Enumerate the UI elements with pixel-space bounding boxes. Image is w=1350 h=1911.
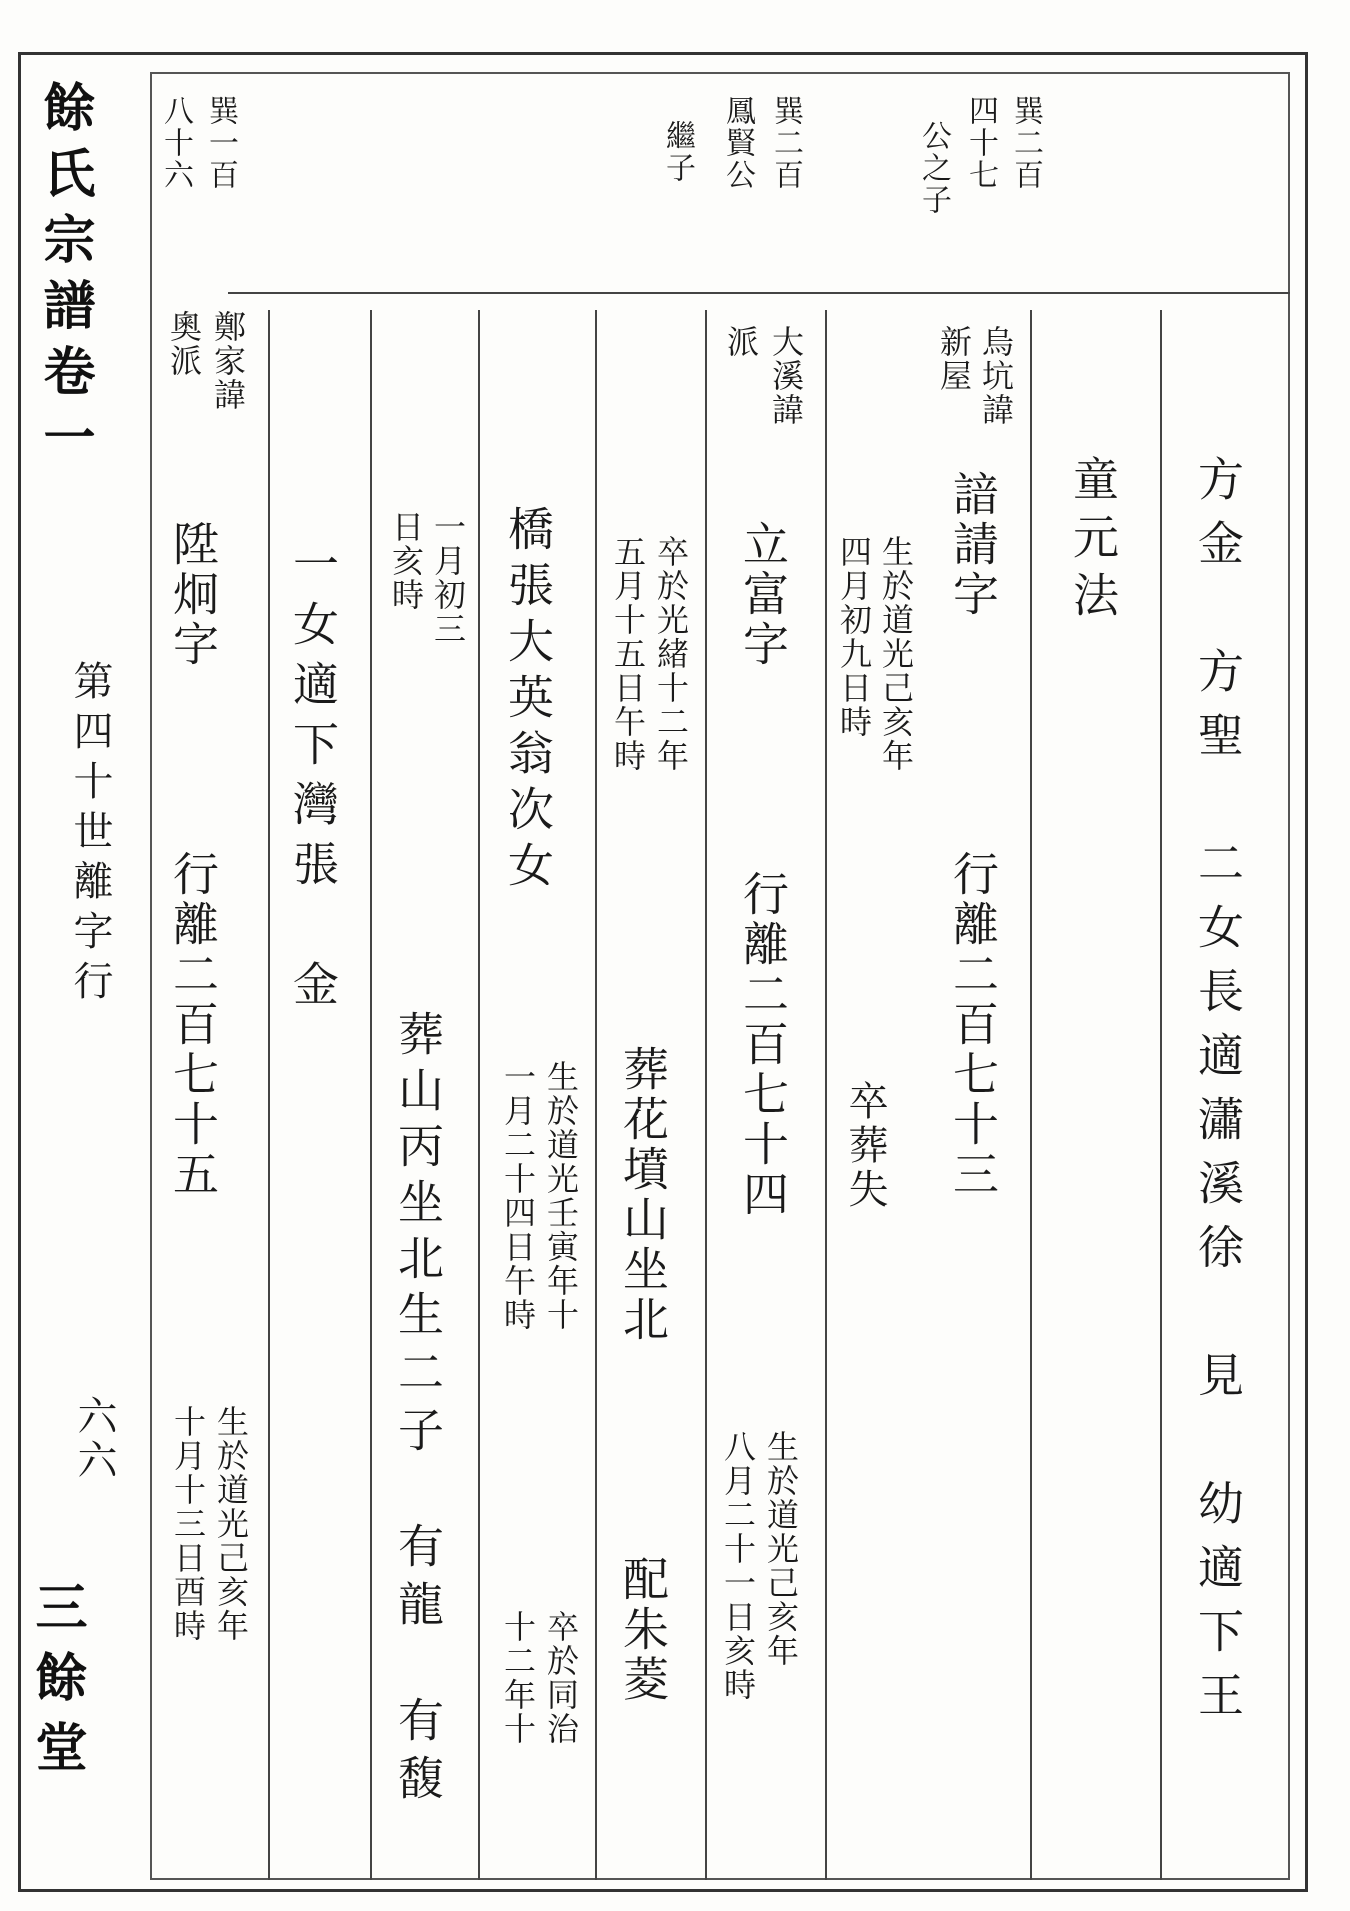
- header-line: 公之子: [916, 120, 951, 216]
- header-line: 巽一百: [203, 95, 238, 191]
- sons-line: 生二子 有龍 有馥: [391, 1290, 445, 1812]
- person-name: 諳請字: [946, 470, 1000, 620]
- branch-label: 奧派: [165, 310, 203, 378]
- header-line: 八十六: [158, 95, 193, 191]
- column-rule: [595, 310, 597, 1880]
- rank: 行離二百七十四: [736, 870, 790, 1220]
- branch-label: 新屋: [935, 325, 973, 393]
- header-line: 鳳賢公: [720, 95, 755, 191]
- birth-date: 生於道光壬寅年十: [542, 1060, 580, 1332]
- column-rule: [478, 310, 480, 1880]
- birth-date: 生於道光己亥年: [762, 1430, 800, 1668]
- daughters-line: 方金 方聖 二女長適瀟溪徐 見 幼適下王: [1191, 455, 1245, 1735]
- daughter-line: 一女適下灣張 金: [286, 540, 340, 1020]
- header-line: 繼子: [660, 120, 695, 184]
- person-name: 立富字: [736, 520, 790, 670]
- branch-label: 鄭家諱: [209, 310, 247, 412]
- death-date: 卒於同治: [542, 1610, 580, 1746]
- generation-note: 第四十世離字行: [67, 660, 113, 1010]
- book-title: 餘氏宗譜卷一: [34, 80, 95, 476]
- header-line: 巽二百: [768, 95, 803, 191]
- column-rule: [705, 310, 707, 1880]
- person-name: 童元法: [1066, 455, 1120, 629]
- column-rule: [825, 310, 827, 1880]
- death-date: 十二年十: [499, 1610, 537, 1746]
- header-line: 巽二百: [1008, 95, 1043, 191]
- death-date: 日亥時: [387, 510, 425, 612]
- birth-date: 一月二十四日午時: [499, 1060, 537, 1332]
- page-number: 六六: [71, 1395, 117, 1483]
- spouse-origin: 橋張大英翁次女: [501, 505, 555, 897]
- column-rule: [268, 310, 270, 1880]
- branch-label: 大溪諱: [767, 325, 805, 427]
- birth-date: 八月二十一日亥時: [719, 1430, 757, 1702]
- burial-site: 葬山丙坐北: [391, 1010, 445, 1290]
- death-date: 卒於光緒十二年: [652, 535, 690, 773]
- branch-label: 派: [722, 325, 760, 359]
- column-rule: [370, 310, 372, 1880]
- header-divider: [228, 292, 1290, 294]
- birth-date: 十月十三日酉時: [169, 1405, 207, 1643]
- header-line: 四十七: [963, 95, 998, 191]
- hall-name: 三餘堂: [26, 1580, 87, 1790]
- spouse: 配朱菱: [616, 1555, 670, 1705]
- column-rule: [1160, 310, 1162, 1880]
- death-date: 一月初三: [429, 510, 467, 646]
- burial-site: 葬花墳山坐北: [616, 1045, 670, 1345]
- birth-date: 四月初九日時: [835, 535, 873, 739]
- branch-label: 烏坑諱: [977, 325, 1015, 427]
- column-rule: [1030, 310, 1032, 1880]
- birth-date: 生於道光己亥年: [877, 535, 915, 773]
- birth-date: 生於道光己亥年: [212, 1405, 250, 1643]
- person-name: 陞炯字: [166, 520, 220, 670]
- death-note: 卒葬失: [842, 1080, 888, 1212]
- rank: 行離二百七十三: [946, 850, 1000, 1200]
- rank: 行離二百七十五: [166, 850, 220, 1200]
- death-date: 五月十五日午時: [609, 535, 647, 773]
